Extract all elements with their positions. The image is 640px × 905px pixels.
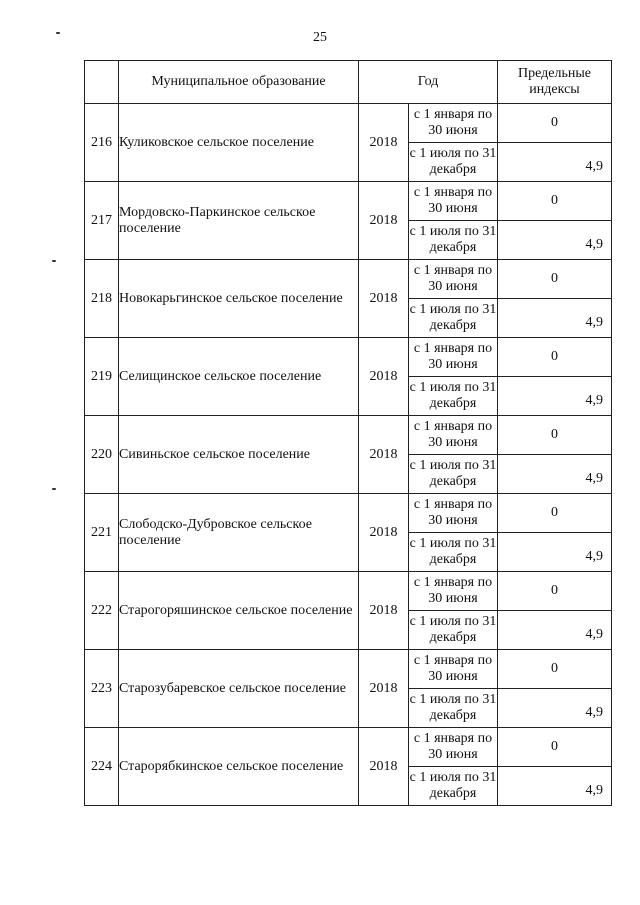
municipality-name: Мордовско-Паркинское сельское поселение bbox=[119, 182, 359, 260]
index-value-first-half: 0 bbox=[498, 182, 612, 221]
municipality-name: Селищинское сельское поселение bbox=[119, 338, 359, 416]
table-header-row bbox=[85, 61, 612, 104]
row-number: 218 bbox=[85, 260, 119, 338]
index-value-second-half: 4,9 bbox=[498, 767, 612, 806]
table-row bbox=[85, 728, 612, 767]
period-second-half: с 1 июля по 31 декабря bbox=[409, 143, 498, 182]
year-cell: 2018 bbox=[359, 572, 409, 650]
row-number: 219 bbox=[85, 338, 119, 416]
indices-table bbox=[84, 60, 612, 806]
index-value-first-half: 0 bbox=[498, 416, 612, 455]
year-cell: 2018 bbox=[359, 494, 409, 572]
header-municipality: Муниципальное образование bbox=[119, 61, 359, 104]
period-first-half: с 1 января по 30 июня bbox=[409, 728, 498, 767]
index-value-first-half: 0 bbox=[498, 650, 612, 689]
table-row bbox=[85, 416, 612, 455]
header-index: Предельные индексы bbox=[498, 61, 612, 104]
scan-mark bbox=[56, 32, 60, 34]
index-value-second-half: 4,9 bbox=[498, 299, 612, 338]
row-number: 216 bbox=[85, 104, 119, 182]
year-cell: 2018 bbox=[359, 416, 409, 494]
period-second-half: с 1 июля по 31 декабря bbox=[409, 377, 498, 416]
period-second-half: с 1 июля по 31 декабря bbox=[409, 299, 498, 338]
scan-mark bbox=[52, 260, 56, 262]
municipality-name: Куликовское сельское поселение bbox=[119, 104, 359, 182]
period-first-half: с 1 января по 30 июня bbox=[409, 260, 498, 299]
period-first-half: с 1 января по 30 июня bbox=[409, 104, 498, 143]
index-value-second-half: 4,9 bbox=[498, 221, 612, 260]
header-num bbox=[85, 61, 119, 104]
page-number: 25 bbox=[313, 30, 327, 45]
scan-mark bbox=[52, 488, 56, 490]
period-second-half: с 1 июля по 31 декабря bbox=[409, 221, 498, 260]
row-number: 221 bbox=[85, 494, 119, 572]
index-value-first-half: 0 bbox=[498, 728, 612, 767]
index-value-first-half: 0 bbox=[498, 494, 612, 533]
period-second-half: с 1 июля по 31 декабря bbox=[409, 611, 498, 650]
index-value-first-half: 0 bbox=[498, 260, 612, 299]
year-cell: 2018 bbox=[359, 728, 409, 806]
table-body bbox=[85, 104, 612, 806]
index-value-second-half: 4,9 bbox=[498, 689, 612, 728]
table-row bbox=[85, 494, 612, 533]
table-row bbox=[85, 650, 612, 689]
row-number: 223 bbox=[85, 650, 119, 728]
municipality-name: Сивиньское сельское поселение bbox=[119, 416, 359, 494]
index-value-second-half: 4,9 bbox=[498, 143, 612, 182]
municipality-name: Старозубаревское сельское поселение bbox=[119, 650, 359, 728]
table-row bbox=[85, 260, 612, 299]
municipality-name: Старогоряшинское сельское поселение bbox=[119, 572, 359, 650]
municipality-name: Старорябкинское сельское поселение bbox=[119, 728, 359, 806]
table-row bbox=[85, 338, 612, 377]
period-first-half: с 1 января по 30 июня bbox=[409, 182, 498, 221]
period-second-half: с 1 июля по 31 декабря bbox=[409, 689, 498, 728]
index-value-first-half: 0 bbox=[498, 572, 612, 611]
row-number: 224 bbox=[85, 728, 119, 806]
year-cell: 2018 bbox=[359, 260, 409, 338]
period-second-half: с 1 июля по 31 декабря bbox=[409, 767, 498, 806]
row-number: 222 bbox=[85, 572, 119, 650]
table-row bbox=[85, 104, 612, 143]
period-first-half: с 1 января по 30 июня bbox=[409, 494, 498, 533]
period-second-half: с 1 июля по 31 декабря bbox=[409, 455, 498, 494]
period-first-half: с 1 января по 30 июня bbox=[409, 416, 498, 455]
period-first-half: с 1 января по 30 июня bbox=[409, 572, 498, 611]
index-value-second-half: 4,9 bbox=[498, 611, 612, 650]
period-first-half: с 1 января по 30 июня bbox=[409, 338, 498, 377]
index-value-second-half: 4,9 bbox=[498, 455, 612, 494]
year-cell: 2018 bbox=[359, 104, 409, 182]
row-number: 217 bbox=[85, 182, 119, 260]
year-cell: 2018 bbox=[359, 338, 409, 416]
period-second-half: с 1 июля по 31 декабря bbox=[409, 533, 498, 572]
index-value-second-half: 4,9 bbox=[498, 377, 612, 416]
year-cell: 2018 bbox=[359, 182, 409, 260]
municipality-name: Слободско-Дубровское сельское поселение bbox=[119, 494, 359, 572]
municipality-name: Новокарьгинское сельское поселение bbox=[119, 260, 359, 338]
table-row bbox=[85, 572, 612, 611]
period-first-half: с 1 января по 30 июня bbox=[409, 650, 498, 689]
year-cell: 2018 bbox=[359, 650, 409, 728]
row-number: 220 bbox=[85, 416, 119, 494]
table-row bbox=[85, 182, 612, 221]
header-year: Год bbox=[359, 61, 498, 104]
index-value-first-half: 0 bbox=[498, 338, 612, 377]
index-value-second-half: 4,9 bbox=[498, 533, 612, 572]
index-value-first-half: 0 bbox=[498, 104, 612, 143]
